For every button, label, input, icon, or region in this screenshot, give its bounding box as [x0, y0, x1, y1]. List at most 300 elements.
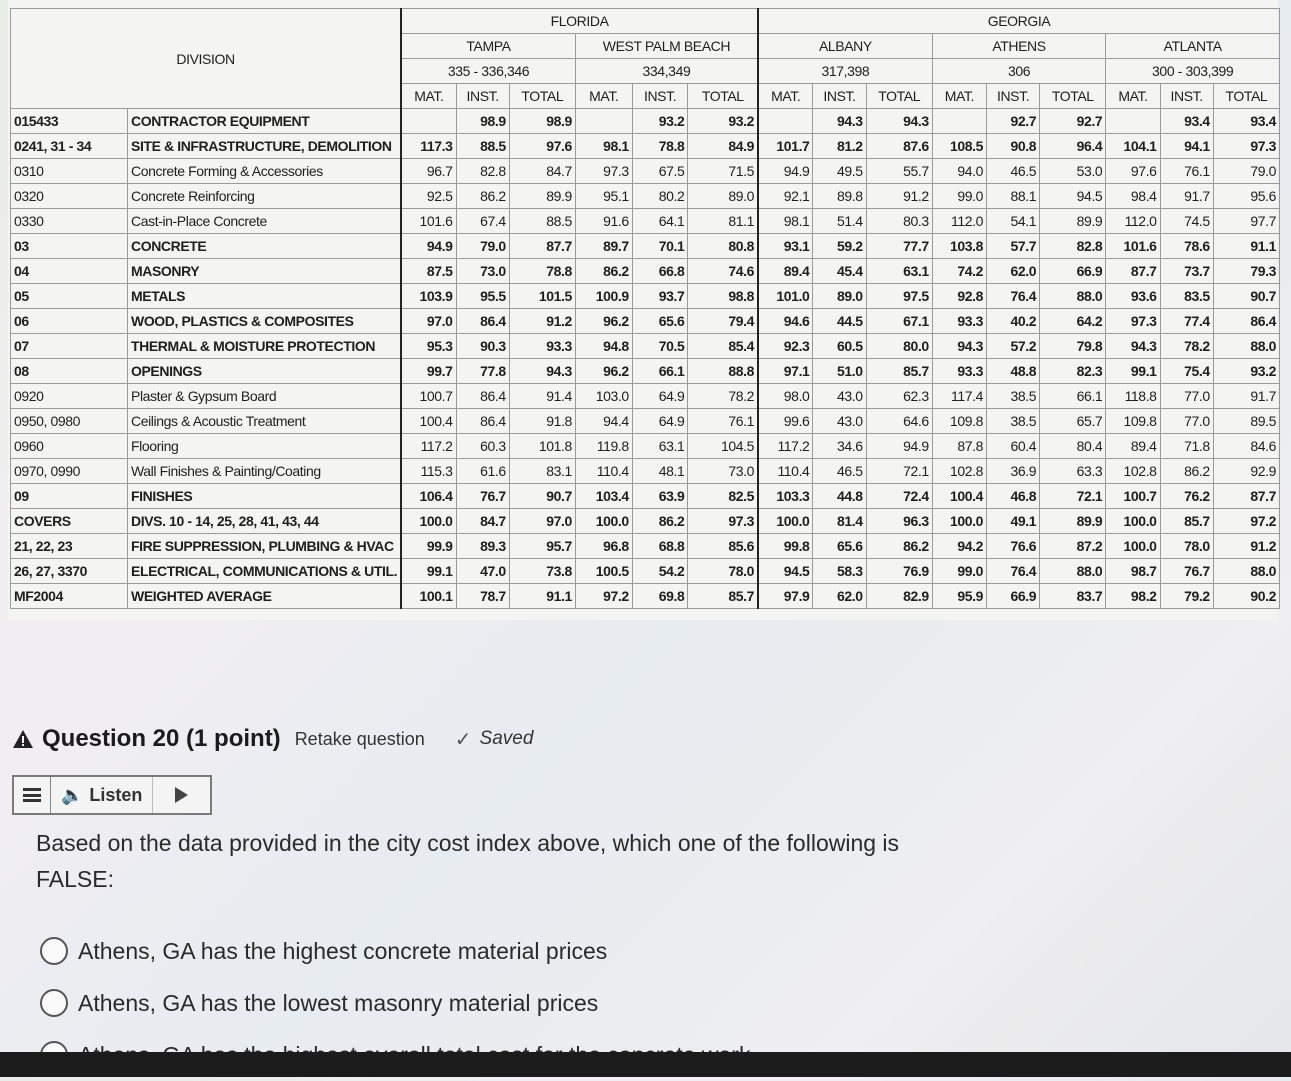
- subcolumn-header: TOTAL: [1213, 84, 1279, 109]
- index-value: 117.4: [932, 384, 986, 409]
- division-code: 03: [11, 234, 128, 259]
- city-zip-header: 317,398: [758, 59, 932, 84]
- division-name: FINISHES: [128, 484, 402, 509]
- index-value: 86.4: [456, 384, 509, 409]
- menu-button[interactable]: [14, 777, 51, 813]
- index-value: 93.3: [509, 334, 575, 359]
- index-value: 91.7: [1160, 184, 1213, 209]
- index-value: 63.3: [1040, 459, 1106, 484]
- index-value: 101.6: [401, 209, 456, 234]
- division-code: 0320: [11, 184, 128, 209]
- index-value: 109.8: [1106, 409, 1160, 434]
- index-value: 90.3: [456, 334, 509, 359]
- index-value: 86.2: [456, 184, 509, 209]
- index-value: 89.3: [456, 534, 509, 559]
- index-value: 99.0: [932, 184, 986, 209]
- index-value: 98.9: [509, 109, 575, 134]
- division-name: METALS: [128, 284, 402, 309]
- listen-button[interactable]: [51, 777, 153, 813]
- index-value: 94.3: [866, 109, 932, 134]
- index-value: 82.9: [866, 584, 932, 609]
- index-value: 91.1: [509, 584, 575, 609]
- index-value: 118.8: [1106, 384, 1160, 409]
- city-zip-header: 334,349: [575, 59, 758, 84]
- index-value: 97.3: [1106, 309, 1160, 334]
- index-value: 100.0: [1106, 509, 1160, 534]
- index-value: 80.2: [632, 184, 688, 209]
- answer-choice-1[interactable]: [40, 925, 750, 977]
- index-value: 96.4: [1040, 134, 1106, 159]
- index-value: 88.5: [456, 134, 509, 159]
- index-value: 99.7: [401, 359, 456, 384]
- index-value: 64.2: [1040, 309, 1106, 334]
- index-value: 101.8: [509, 434, 575, 459]
- index-value: 101.6: [1106, 234, 1160, 259]
- question-title: Question 20 (1 point): [42, 725, 281, 752]
- index-value: 89.4: [1106, 434, 1160, 459]
- index-value: 47.0: [456, 559, 509, 584]
- index-value: 80.3: [866, 209, 932, 234]
- index-value: 81.4: [813, 509, 866, 534]
- index-value: 40.2: [987, 309, 1040, 334]
- index-value: 95.9: [932, 584, 986, 609]
- index-value: 99.9: [401, 534, 456, 559]
- index-value: 93.3: [932, 359, 986, 384]
- index-value: 94.9: [758, 159, 813, 184]
- index-value: 101.0: [758, 284, 813, 309]
- index-value: [932, 109, 986, 134]
- division-name: MASONRY: [128, 259, 402, 284]
- index-value: 38.5: [987, 384, 1040, 409]
- table-row: [11, 584, 1280, 609]
- index-value: 99.6: [758, 409, 813, 434]
- play-button[interactable]: [153, 777, 210, 813]
- index-value: 74.6: [688, 259, 758, 284]
- index-value: 94.8: [575, 334, 632, 359]
- index-value: 89.8: [813, 184, 866, 209]
- index-value: 67.4: [456, 209, 509, 234]
- index-value: 100.9: [575, 284, 632, 309]
- answer-choice-2[interactable]: [40, 977, 750, 1029]
- index-value: 98.8: [688, 284, 758, 309]
- index-value: 91.6: [575, 209, 632, 234]
- index-value: 91.2: [509, 309, 575, 334]
- index-value: 72.1: [1040, 484, 1106, 509]
- index-value: 99.8: [758, 534, 813, 559]
- index-value: 91.7: [1213, 384, 1279, 409]
- index-value: 90.2: [1213, 584, 1279, 609]
- division-name: Plaster & Gypsum Board: [128, 384, 402, 409]
- index-value: 49.5: [813, 159, 866, 184]
- index-value: 93.4: [1213, 109, 1279, 134]
- table-row: [11, 259, 1280, 284]
- index-value: 94.5: [1040, 184, 1106, 209]
- city-header: ATLANTA: [1106, 34, 1280, 59]
- index-value: 84.7: [509, 159, 575, 184]
- index-value: 73.8: [509, 559, 575, 584]
- index-value: 96.3: [866, 509, 932, 534]
- index-value: 93.6: [1106, 284, 1160, 309]
- index-value: 100.0: [758, 509, 813, 534]
- index-value: 89.0: [688, 184, 758, 209]
- division-name: Flooring: [128, 434, 402, 459]
- division-name: FIRE SUPPRESSION, PLUMBING & HVAC: [128, 534, 402, 559]
- index-value: 79.0: [1213, 159, 1279, 184]
- index-value: 88.8: [688, 359, 758, 384]
- division-code: 0330: [11, 209, 128, 234]
- index-value: 84.9: [688, 134, 758, 159]
- index-value: 112.0: [1106, 209, 1160, 234]
- index-value: 87.7: [1106, 259, 1160, 284]
- index-value: 69.8: [632, 584, 688, 609]
- index-value: 93.2: [1213, 359, 1279, 384]
- table-row: [11, 284, 1280, 309]
- index-value: 88.0: [1213, 334, 1279, 359]
- index-value: 63.1: [632, 434, 688, 459]
- index-value: 77.7: [866, 234, 932, 259]
- index-value: 93.2: [688, 109, 758, 134]
- index-value: 59.2: [813, 234, 866, 259]
- index-value: 73.7: [1160, 259, 1213, 284]
- index-value: 62.0: [987, 259, 1040, 284]
- warning-icon: [12, 728, 34, 750]
- index-value: 58.3: [813, 559, 866, 584]
- index-value: 45.4: [813, 259, 866, 284]
- index-value: 99.0: [932, 559, 986, 584]
- index-value: 97.3: [1213, 134, 1279, 159]
- index-value: 104.5: [688, 434, 758, 459]
- index-value: 86.4: [456, 409, 509, 434]
- choice-label: Athens, GA has the highest concrete material prices: [78, 937, 608, 964]
- city-header: ATHENS: [932, 34, 1106, 59]
- index-value: 85.6: [688, 534, 758, 559]
- index-value: 78.6: [1160, 234, 1213, 259]
- subcolumn-header: TOTAL: [866, 84, 932, 109]
- subcolumn-header: INST.: [456, 84, 509, 109]
- division-name: ELECTRICAL, COMMUNICATIONS & UTIL.: [128, 559, 402, 584]
- index-value: 54.1: [987, 209, 1040, 234]
- index-value: 93.1: [758, 234, 813, 259]
- index-value: 57.7: [987, 234, 1040, 259]
- index-value: 98.9: [456, 109, 509, 134]
- index-value: 78.0: [688, 559, 758, 584]
- index-value: 77.0: [1160, 384, 1213, 409]
- city-zip-header: 335 - 336,346: [401, 59, 575, 84]
- index-value: 100.4: [401, 409, 456, 434]
- index-value: 67.1: [866, 309, 932, 334]
- index-value: 77.4: [1160, 309, 1213, 334]
- index-value: 91.4: [509, 384, 575, 409]
- index-value: 91.2: [1213, 534, 1279, 559]
- index-value: 84.7: [456, 509, 509, 534]
- division-name: Cast-in-Place Concrete: [128, 209, 402, 234]
- subcolumn-header: INST.: [1160, 84, 1213, 109]
- index-value: 94.3: [813, 109, 866, 134]
- index-value: 89.9: [1040, 509, 1106, 534]
- table-row: [11, 159, 1280, 184]
- index-value: 78.8: [509, 259, 575, 284]
- table-row: [11, 209, 1280, 234]
- index-value: 53.0: [1040, 159, 1106, 184]
- division-code: 07: [11, 334, 128, 359]
- index-value: 88.0: [1213, 559, 1279, 584]
- index-value: 100.0: [401, 509, 456, 534]
- index-value: 99.1: [1106, 359, 1160, 384]
- index-value: 60.3: [456, 434, 509, 459]
- index-value: 70.5: [632, 334, 688, 359]
- division-code: 26, 27, 3370: [11, 559, 128, 584]
- index-value: 88.0: [1040, 284, 1106, 309]
- index-value: 65.7: [1040, 409, 1106, 434]
- subcolumn-header: INST.: [813, 84, 866, 109]
- index-value: 98.2: [1106, 584, 1160, 609]
- check-icon: ✓: [454, 728, 472, 751]
- retake-question-link[interactable]: Retake question: [294, 728, 425, 749]
- index-value: 43.0: [813, 384, 866, 409]
- division-code: 0960: [11, 434, 128, 459]
- index-value: 71.5: [688, 159, 758, 184]
- division-code: 09: [11, 484, 128, 509]
- index-value: 46.5: [987, 159, 1040, 184]
- city-header: TAMPA: [401, 34, 575, 59]
- index-value: 85.7: [866, 359, 932, 384]
- table-row: [11, 384, 1280, 409]
- city-header: WEST PALM BEACH: [575, 34, 758, 59]
- index-value: 91.1: [1213, 234, 1279, 259]
- index-value: 62.0: [813, 584, 866, 609]
- index-value: 82.5: [688, 484, 758, 509]
- saved-status: Saved: [479, 728, 534, 749]
- index-value: 48.8: [987, 359, 1040, 384]
- index-value: 64.9: [632, 384, 688, 409]
- index-value: 74.2: [932, 259, 986, 284]
- subcolumn-header: INST.: [987, 84, 1040, 109]
- index-value: 86.4: [1213, 309, 1279, 334]
- index-value: 78.0: [1160, 534, 1213, 559]
- division-name: Concrete Forming & Accessories: [128, 159, 402, 184]
- index-value: 44.5: [813, 309, 866, 334]
- index-value: 87.7: [509, 234, 575, 259]
- index-value: 83.5: [1160, 284, 1213, 309]
- index-value: 66.1: [632, 359, 688, 384]
- division-name: Ceilings & Acoustic Treatment: [128, 409, 402, 434]
- index-value: 97.0: [401, 309, 456, 334]
- subcolumn-header: INST.: [632, 84, 688, 109]
- index-value: 97.3: [575, 159, 632, 184]
- index-value: 80.8: [688, 234, 758, 259]
- city-header: ALBANY: [758, 34, 932, 59]
- index-value: 70.1: [632, 234, 688, 259]
- index-value: 34.6: [813, 434, 866, 459]
- index-value: 98.4: [1106, 184, 1160, 209]
- play-icon: [175, 787, 188, 803]
- menu-icon: [23, 788, 41, 802]
- index-value: 97.6: [1106, 159, 1160, 184]
- division-code: 0920: [11, 384, 128, 409]
- index-value: 92.7: [1040, 109, 1106, 134]
- index-value: 72.4: [866, 484, 932, 509]
- index-value: 79.0: [456, 234, 509, 259]
- choice-label: Athens, GA has the lowest masonry material prices: [78, 989, 599, 1016]
- index-value: 66.9: [987, 584, 1040, 609]
- index-value: 97.6: [509, 134, 575, 159]
- index-value: [758, 109, 813, 134]
- table-row: [11, 484, 1280, 509]
- index-value: 92.9: [1213, 459, 1279, 484]
- table-row: [11, 109, 1280, 134]
- division-name: SITE & INFRASTRUCTURE, DEMOLITION: [128, 134, 402, 159]
- index-value: 97.5: [866, 284, 932, 309]
- index-value: 92.8: [932, 284, 986, 309]
- table-row: [11, 559, 1280, 584]
- index-value: 93.7: [632, 284, 688, 309]
- index-value: 100.0: [1106, 534, 1160, 559]
- index-value: 87.2: [1040, 534, 1106, 559]
- index-value: 76.9: [866, 559, 932, 584]
- division-code: 04: [11, 259, 128, 284]
- index-value: 101.5: [509, 284, 575, 309]
- index-value: 100.0: [575, 509, 632, 534]
- index-value: 89.0: [813, 284, 866, 309]
- table-row: [11, 534, 1280, 559]
- index-value: 97.2: [1213, 509, 1279, 534]
- division-name: Concrete Reinforcing: [128, 184, 402, 209]
- index-value: 85.7: [688, 584, 758, 609]
- table-row: [11, 309, 1280, 334]
- division-name: WOOD, PLASTICS & COMPOSITES: [128, 309, 402, 334]
- index-value: 93.3: [932, 309, 986, 334]
- index-value: 66.8: [632, 259, 688, 284]
- index-value: 74.5: [1160, 209, 1213, 234]
- index-value: 79.2: [1160, 584, 1213, 609]
- index-value: 109.8: [932, 409, 986, 434]
- subcolumn-header: MAT.: [932, 84, 986, 109]
- index-value: 78.2: [1160, 334, 1213, 359]
- index-value: 77.0: [1160, 409, 1213, 434]
- index-value: 102.8: [932, 459, 986, 484]
- index-value: 73.0: [456, 259, 509, 284]
- index-value: 98.1: [575, 134, 632, 159]
- index-value: 97.3: [688, 509, 758, 534]
- index-value: 46.8: [987, 484, 1040, 509]
- index-value: 49.1: [987, 509, 1040, 534]
- index-value: 88.0: [1040, 559, 1106, 584]
- index-value: 71.8: [1160, 434, 1213, 459]
- index-value: 106.4: [401, 484, 456, 509]
- index-value: 83.7: [1040, 584, 1106, 609]
- index-value: 94.9: [401, 234, 456, 259]
- state-header: FLORIDA: [401, 9, 758, 34]
- division-header: DIVISION: [11, 9, 402, 109]
- index-value: 112.0: [932, 209, 986, 234]
- index-value: 76.7: [456, 484, 509, 509]
- subcolumn-header: TOTAL: [688, 84, 758, 109]
- division-name: Wall Finishes & Painting/Coating: [128, 459, 402, 484]
- index-value: 97.0: [509, 509, 575, 534]
- index-value: 98.1: [758, 209, 813, 234]
- division-code: 0970, 0990: [11, 459, 128, 484]
- index-value: 97.7: [1213, 209, 1279, 234]
- index-value: 117.3: [401, 134, 456, 159]
- index-value: 94.0: [932, 159, 986, 184]
- table-row: [11, 334, 1280, 359]
- index-value: 97.2: [575, 584, 632, 609]
- index-value: 100.4: [932, 484, 986, 509]
- index-value: [1106, 109, 1160, 134]
- division-name: DIVS. 10 - 14, 25, 28, 41, 43, 44: [128, 509, 402, 534]
- radio-button[interactable]: [40, 937, 68, 965]
- index-value: 103.3: [758, 484, 813, 509]
- division-code: 08: [11, 359, 128, 384]
- index-value: 94.3: [1106, 334, 1160, 359]
- index-value: 68.8: [632, 534, 688, 559]
- index-value: 78.2: [688, 384, 758, 409]
- index-value: 80.4: [1040, 434, 1106, 459]
- index-value: 103.4: [575, 484, 632, 509]
- index-value: 87.7: [1213, 484, 1279, 509]
- index-value: 103.0: [575, 384, 632, 409]
- index-value: 85.7: [1160, 509, 1213, 534]
- index-value: 100.7: [401, 384, 456, 409]
- index-value: 61.6: [456, 459, 509, 484]
- division-name: OPENINGS: [128, 359, 402, 384]
- table-row: [11, 184, 1280, 209]
- index-value: 100.1: [401, 584, 456, 609]
- index-value: 94.1: [1160, 134, 1213, 159]
- index-value: 90.7: [509, 484, 575, 509]
- index-value: 62.3: [866, 384, 932, 409]
- index-value: 85.4: [688, 334, 758, 359]
- index-value: 79.3: [1213, 259, 1279, 284]
- city-zip-header: 306: [932, 59, 1106, 84]
- index-value: 89.5: [1213, 409, 1279, 434]
- index-value: 99.1: [401, 559, 456, 584]
- index-value: 90.7: [1213, 284, 1279, 309]
- radio-button[interactable]: [40, 989, 68, 1017]
- index-value: 89.9: [509, 184, 575, 209]
- index-value: 88.5: [509, 209, 575, 234]
- index-value: 97.1: [758, 359, 813, 384]
- index-value: 102.8: [1106, 459, 1160, 484]
- index-value: 91.8: [509, 409, 575, 434]
- index-value: 89.9: [1040, 209, 1106, 234]
- index-value: 55.7: [866, 159, 932, 184]
- index-value: 57.2: [987, 334, 1040, 359]
- subcolumn-header: MAT.: [758, 84, 813, 109]
- index-value: 92.3: [758, 334, 813, 359]
- index-value: 115.3: [401, 459, 456, 484]
- index-value: 73.0: [688, 459, 758, 484]
- listen-label: Listen: [89, 784, 143, 805]
- index-value: 78.8: [632, 134, 688, 159]
- index-value: 76.4: [987, 284, 1040, 309]
- index-value: 96.2: [575, 359, 632, 384]
- index-value: 94.3: [932, 334, 986, 359]
- index-value: 86.2: [866, 534, 932, 559]
- index-value: 60.5: [813, 334, 866, 359]
- index-value: 79.4: [688, 309, 758, 334]
- division-name: WEIGHTED AVERAGE: [128, 584, 402, 609]
- division-code: MF2004: [11, 584, 128, 609]
- index-value: 43.0: [813, 409, 866, 434]
- index-value: 66.1: [1040, 384, 1106, 409]
- index-value: 88.1: [987, 184, 1040, 209]
- index-value: 67.5: [632, 159, 688, 184]
- index-value: 89.4: [758, 259, 813, 284]
- index-value: 51.0: [813, 359, 866, 384]
- index-value: 97.9: [758, 584, 813, 609]
- subcolumn-header: TOTAL: [1040, 84, 1106, 109]
